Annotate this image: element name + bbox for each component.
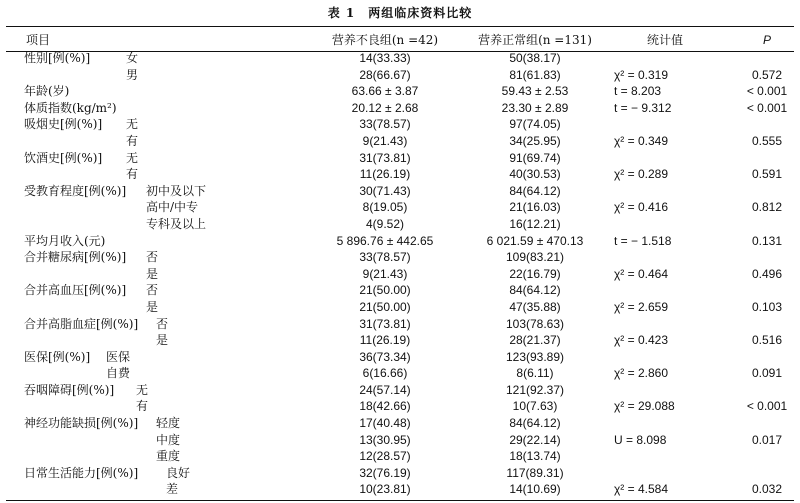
group-a-value: 12(28.57) <box>359 449 411 464</box>
group-a-value: 18(42.66) <box>359 399 411 414</box>
table-title: 表 1 两组临床资料比较 <box>327 6 473 20</box>
group-b-value: 40(30.53) <box>509 167 561 182</box>
p-value <box>720 448 800 465</box>
stat-value: U = 8.098 <box>614 432 667 447</box>
p-value <box>720 216 800 233</box>
group-a-value: 14(33.33) <box>359 51 411 65</box>
group-b-value: 8(6.11) <box>516 366 554 381</box>
p-value <box>720 382 800 399</box>
row-item-cell <box>6 465 310 482</box>
group-b-value: 10(7.63) <box>512 399 558 414</box>
row-sublabel: 否 <box>146 283 159 298</box>
row-sublabel: 是 <box>156 333 169 348</box>
row-item-cell <box>6 100 310 117</box>
group-a-value: 33(78.57) <box>359 117 411 132</box>
stat-value <box>610 415 720 432</box>
p-value <box>720 465 800 482</box>
row-item-cell <box>6 332 310 349</box>
table-row <box>6 249 800 266</box>
group-b-value: 22(16.79) <box>509 266 561 281</box>
table-row <box>6 50 800 67</box>
table-row <box>6 216 800 233</box>
group-b-value: 103(78.63) <box>505 316 565 331</box>
group-b-value: 47(35.88) <box>509 299 561 314</box>
header-group-b: 营养正常组(n =131) <box>478 33 592 47</box>
group-a-value: 36(73.34) <box>359 349 411 364</box>
row-sublabel: 中度 <box>156 432 181 447</box>
row-label: 合并高脂血症[例(%)] <box>24 316 139 331</box>
row-item-cell <box>6 67 310 84</box>
stat-value <box>610 282 720 299</box>
p-value: 0.017 <box>751 432 783 447</box>
p-value <box>720 116 800 133</box>
group-b-value: 6 021.59 ± 470.13 <box>486 233 584 248</box>
row-item-cell <box>6 183 310 200</box>
row-item-cell <box>6 199 310 216</box>
table-row <box>6 332 800 349</box>
row-item-cell <box>6 133 310 150</box>
group-a-value: 5 896.76 ± 442.65 <box>336 233 434 248</box>
table-row <box>6 365 800 382</box>
table-row <box>6 398 800 415</box>
row-label: 吞咽障碍[例(%)] <box>24 382 115 397</box>
row-item-cell <box>6 150 310 167</box>
stat-value <box>610 150 720 167</box>
table-row <box>6 183 800 200</box>
row-item-cell <box>6 448 310 465</box>
p-value: 0.555 <box>751 133 783 148</box>
group-a-value: 11(26.19) <box>359 167 411 182</box>
p-value: < 0.001 <box>746 100 788 115</box>
p-value: 0.032 <box>751 482 783 497</box>
group-a-value: 33(78.57) <box>359 250 411 265</box>
header-item: 项目 <box>26 33 51 47</box>
p-value: 0.131 <box>751 233 783 248</box>
table-row <box>6 432 800 449</box>
p-value <box>720 249 800 266</box>
group-a-value: 8(19.05) <box>362 200 408 215</box>
table-row <box>6 448 800 465</box>
group-a-value: 9(21.43) <box>362 133 408 148</box>
row-sublabel: 良好 <box>166 465 191 480</box>
table-row <box>6 465 800 482</box>
row-sublabel: 重度 <box>156 449 181 464</box>
row-sublabel: 轻度 <box>156 416 181 431</box>
row-sublabel: 是 <box>146 266 159 281</box>
p-value <box>720 316 800 333</box>
row-item-cell <box>6 50 310 67</box>
group-a-value: 13(30.95) <box>359 432 411 447</box>
row-label: 合并高血压[例(%)] <box>24 283 127 298</box>
row-label: 平均月收入(元) <box>24 233 106 248</box>
row-item-cell <box>6 266 310 283</box>
stat-value: χ² = 0.289 <box>614 167 668 182</box>
table-row <box>6 266 800 283</box>
group-b-value: 29(22.14) <box>509 432 561 447</box>
group-b-value: 123(93.89) <box>505 349 565 364</box>
row-label: 体质指数(kg/m²) <box>24 100 117 115</box>
row-sublabel: 有 <box>126 133 139 148</box>
stat-value <box>610 249 720 266</box>
header-row <box>6 30 800 50</box>
row-label: 饮酒史[例(%)] <box>24 150 103 165</box>
group-b-value: 84(64.12) <box>509 416 561 431</box>
table-row <box>6 83 800 100</box>
row-label: 性别[例(%)] <box>24 51 91 65</box>
stat-value: χ² = 2.659 <box>614 299 668 314</box>
group-a-value: 30(71.43) <box>359 183 411 198</box>
row-label: 神经功能缺损[例(%)] <box>24 416 139 431</box>
table-row <box>6 349 800 366</box>
row-sublabel: 否 <box>156 316 169 331</box>
row-label: 日常生活能力[例(%)] <box>24 465 139 480</box>
stat-value <box>610 216 720 233</box>
group-a-value: 9(21.43) <box>362 266 408 281</box>
stat-value <box>610 116 720 133</box>
row-item-cell <box>6 415 310 432</box>
table-row <box>6 282 800 299</box>
group-a-value: 17(40.48) <box>359 416 411 431</box>
row-item-cell <box>6 282 310 299</box>
group-a-value: 28(66.67) <box>359 67 411 82</box>
stat-value: χ² = 0.464 <box>614 266 668 281</box>
top-rule <box>6 26 794 27</box>
row-sublabel: 有 <box>126 167 139 182</box>
row-label: 合并糖尿病[例(%)] <box>24 250 127 265</box>
row-item-cell <box>6 216 310 233</box>
group-b-value: 121(92.37) <box>505 382 565 397</box>
row-item-cell <box>6 116 310 133</box>
group-b-value: 18(13.74) <box>509 449 561 464</box>
stat-value: χ² = 29.088 <box>614 399 675 414</box>
p-value: < 0.001 <box>746 84 788 99</box>
table-row <box>6 382 800 399</box>
row-item-cell <box>6 432 310 449</box>
table-body <box>6 50 800 498</box>
row-sublabel: 无 <box>126 117 139 132</box>
group-a-value: 31(73.81) <box>359 150 411 165</box>
p-value: 0.103 <box>751 299 783 314</box>
row-sublabel: 高中/中专 <box>146 200 199 215</box>
row-item-cell <box>6 249 310 266</box>
group-a-value: 6(16.66) <box>362 366 408 381</box>
row-item-cell <box>6 398 310 415</box>
table-row <box>6 415 800 432</box>
row-item-cell <box>6 233 310 250</box>
stat-value: χ² = 0.349 <box>614 133 668 148</box>
group-b-value: 117(89.31) <box>506 465 564 480</box>
row-sublabel: 初中及以下 <box>146 183 207 198</box>
group-b-value: 21(16.03) <box>509 200 561 215</box>
row-item-cell <box>6 481 310 498</box>
group-a-value: 32(76.19) <box>359 465 411 480</box>
row-sublabel: 差 <box>166 482 179 497</box>
stat-value: χ² = 0.416 <box>614 200 668 215</box>
p-value: 0.812 <box>751 200 783 215</box>
row-sublabel: 自费 <box>106 366 131 381</box>
p-value: 0.516 <box>751 333 783 348</box>
row-label: 吸烟史[例(%)] <box>24 117 103 132</box>
stat-value: t = − 1.518 <box>614 233 672 248</box>
group-b-value: 23.30 ± 2.89 <box>501 100 569 115</box>
row-item-cell <box>6 166 310 183</box>
row-item-cell <box>6 316 310 333</box>
row-sublabel: 男 <box>126 67 139 82</box>
row-sublabel: 是 <box>146 299 159 314</box>
stat-value: χ² = 4.584 <box>614 482 668 497</box>
stat-value <box>610 349 720 366</box>
row-sublabel: 专科及以上 <box>146 216 207 231</box>
row-item-cell <box>6 382 310 399</box>
p-value: 0.091 <box>751 366 783 381</box>
header-group-a: 营养不良组(n =42) <box>331 33 439 47</box>
table-row <box>6 481 800 498</box>
table-row <box>6 166 800 183</box>
p-value <box>720 282 800 299</box>
group-b-value: 50(38.17) <box>509 51 561 65</box>
group-b-value: 81(61.83) <box>509 67 561 82</box>
row-sublabel: 无 <box>126 150 139 165</box>
p-value: 0.591 <box>751 167 783 182</box>
stat-value: t = − 9.312 <box>614 100 672 115</box>
p-value <box>720 415 800 432</box>
table-row <box>6 67 800 84</box>
p-value: 0.572 <box>751 67 783 82</box>
p-value <box>720 349 800 366</box>
group-b-value: 34(25.95) <box>509 133 561 148</box>
group-a-value: 21(50.00) <box>359 283 411 298</box>
p-value <box>720 183 800 200</box>
p-value: 0.496 <box>751 266 783 281</box>
group-a-value: 21(50.00) <box>359 299 411 314</box>
stat-value <box>610 465 720 482</box>
group-a-value: 11(26.19) <box>359 333 411 348</box>
group-b-value: 84(64.12) <box>509 283 561 298</box>
group-b-value: 109(83.21) <box>505 250 565 265</box>
group-b-value: 97(74.05) <box>509 117 561 132</box>
group-b-value: 59.43 ± 2.53 <box>501 84 569 99</box>
stat-value: t = 8.203 <box>614 84 662 99</box>
p-value <box>720 150 800 167</box>
row-sublabel: 女 <box>126 51 139 65</box>
stat-value: χ² = 0.423 <box>614 333 668 348</box>
group-b-value: 91(69.74) <box>509 150 561 165</box>
table-row <box>6 199 800 216</box>
stat-value: χ² = 2.860 <box>614 366 668 381</box>
group-b-value: 28(21.37) <box>509 333 561 348</box>
stat-value <box>610 316 720 333</box>
group-a-value: 10(23.81) <box>359 482 411 497</box>
group-a-value: 20.12 ± 2.68 <box>351 100 419 115</box>
table-row <box>6 233 800 250</box>
group-b-value: 14(10.69) <box>509 482 561 497</box>
group-a-value: 24(57.14) <box>359 382 411 397</box>
table-row <box>6 116 800 133</box>
table-row <box>6 316 800 333</box>
row-sublabel: 有 <box>136 399 149 414</box>
table-row <box>6 133 800 150</box>
header-p: P <box>762 33 771 47</box>
row-item-cell <box>6 299 310 316</box>
table-row <box>6 100 800 117</box>
row-label: 医保[例(%)] <box>24 349 91 364</box>
stat-value <box>610 448 720 465</box>
p-value <box>720 50 800 67</box>
group-a-value: 31(73.81) <box>359 316 411 331</box>
stat-value: χ² = 0.319 <box>614 67 668 82</box>
bottom-rule <box>6 500 794 501</box>
stat-value <box>610 183 720 200</box>
group-a-value: 4(9.52) <box>365 216 405 231</box>
p-value: < 0.001 <box>746 399 788 414</box>
stat-value <box>610 382 720 399</box>
table-row <box>6 150 800 167</box>
header-stat: 统计值 <box>646 33 683 47</box>
row-item-cell <box>6 365 310 382</box>
row-label: 受教育程度[例(%)] <box>24 183 127 198</box>
row-sublabel: 否 <box>146 250 159 265</box>
row-sublabel: 无 <box>136 382 149 397</box>
table-row <box>6 299 800 316</box>
row-item-cell <box>6 349 310 366</box>
group-a-value: 63.66 ± 3.87 <box>351 84 419 99</box>
clinical-data-table <box>6 30 800 498</box>
row-label: 年龄(岁) <box>24 84 70 99</box>
group-b-value: 84(64.12) <box>509 183 561 198</box>
row-sublabel: 医保 <box>106 349 131 364</box>
stat-value <box>610 50 720 67</box>
row-item-cell <box>6 83 310 100</box>
group-b-value: 16(12.21) <box>509 216 561 231</box>
